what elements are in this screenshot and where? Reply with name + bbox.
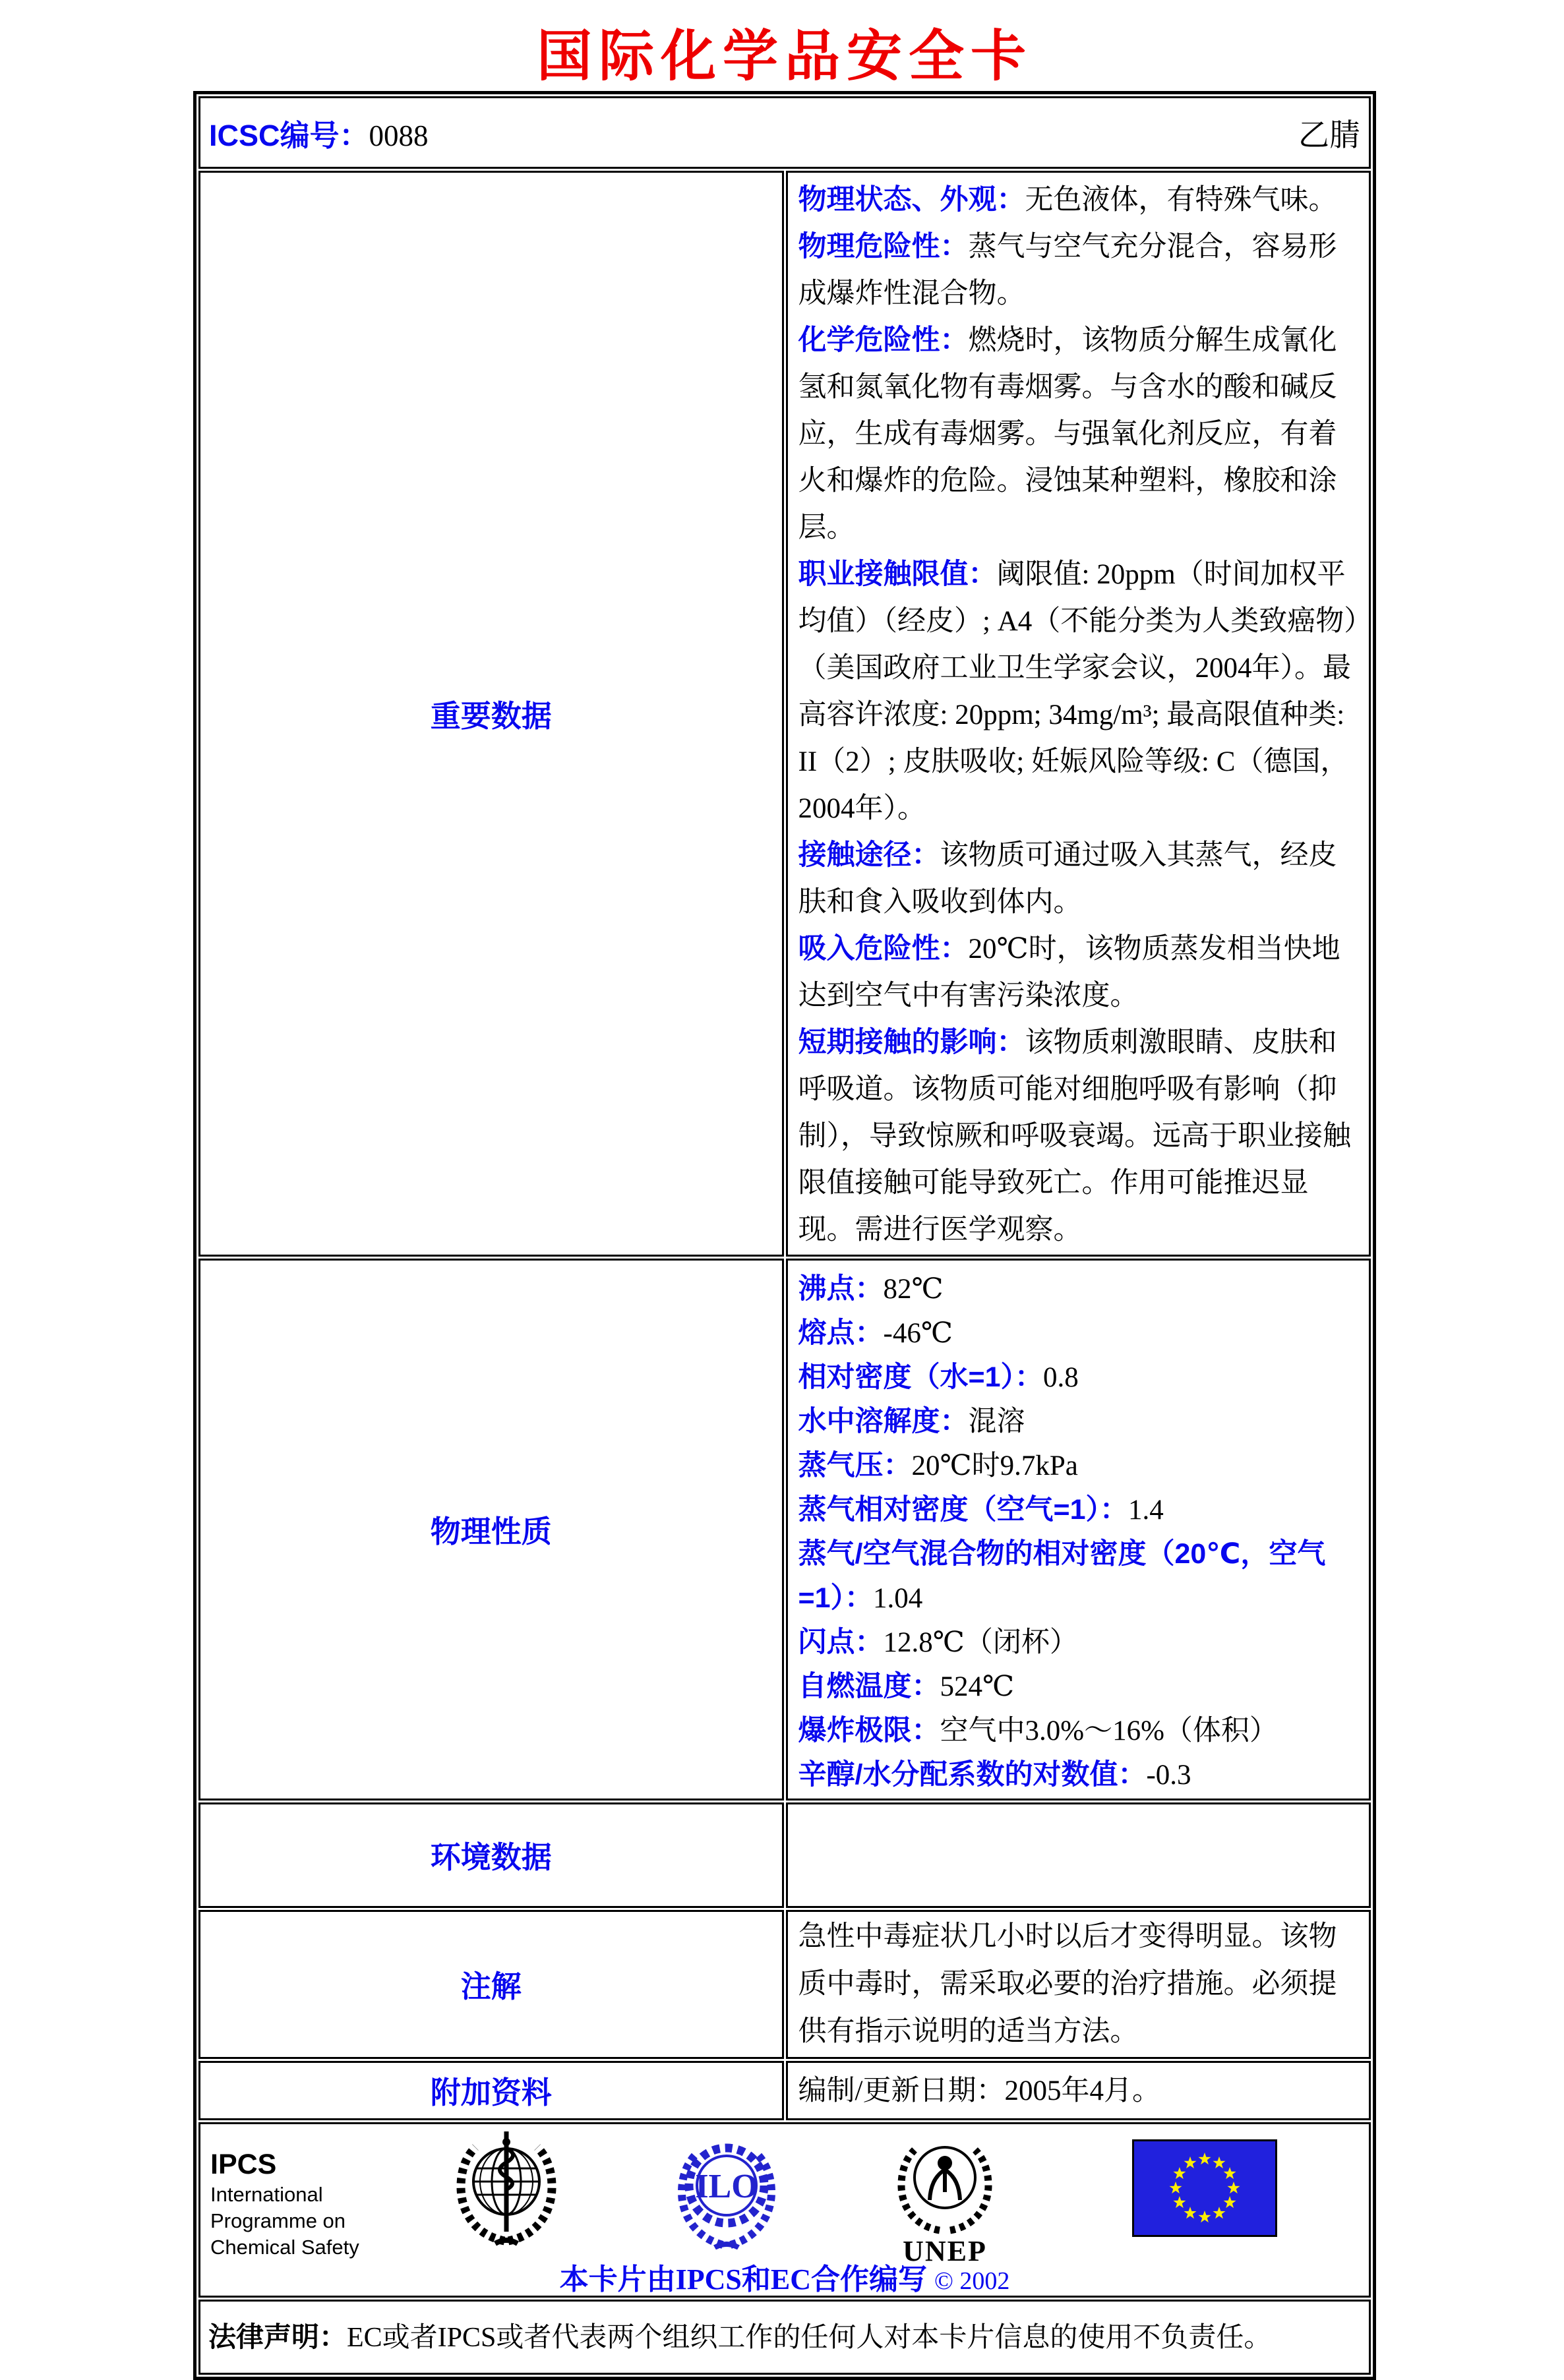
page-title: 国际化学品安全卡	[536, 26, 1033, 88]
field-label: 物理状态、外观：	[798, 184, 1025, 216]
field-label: 蒸气/空气混合物的相对密度（20℃，空气=1）：	[798, 1538, 1326, 1614]
field-text: 1.4	[1128, 1495, 1164, 1526]
ipcs-line-3: Chemical Safety	[210, 2236, 359, 2259]
important-data-paragraph	[798, 223, 1359, 317]
field-text: -46℃	[883, 1318, 953, 1349]
field-text: 蒸气与空气充分混合，容易形成爆炸性混合物。	[798, 231, 1337, 309]
field-text: 20℃时9.7kPa	[911, 1450, 1078, 1481]
section-label-additional-info: 附加资料	[198, 2061, 784, 2120]
important-data-paragraph	[798, 1019, 1359, 1253]
field-text: 12.8℃（闭杯）	[883, 1627, 1078, 1658]
field-text: 燃烧时，该物质分解生成氰化氢和氮氧化物有毒烟雾。与含水的酸和碱反应，生成有毒烟雾。与强氧化剂反应，有着火和爆炸的危险。浸蚀某种塑料，橡胶和涂层。	[798, 325, 1337, 543]
logos-row	[201, 2125, 1368, 2295]
ipcs-line-2: Programme on	[210, 2209, 346, 2232]
additional-info-content: 编制/更新日期：2005年4月。	[786, 2061, 1371, 2120]
field-label: 爆炸极限：	[798, 1715, 940, 1746]
field-label: 闪点：	[798, 1626, 884, 1658]
field-text: 空气中3.0%～16%（体积）	[940, 1715, 1278, 1746]
important-data-paragraph	[798, 926, 1359, 1019]
field-text: 0.8	[1043, 1362, 1079, 1393]
physical-property-line	[798, 1311, 1359, 1355]
icsc-number-group	[209, 111, 429, 154]
ipcs-text-block	[210, 2147, 359, 2261]
important-data-paragraph	[798, 317, 1359, 551]
ilo-logo-icon	[667, 2127, 786, 2253]
field-text: 混溶	[968, 1406, 1025, 1437]
field-text: 20℃时，该物质蒸发相当快地达到空气中有害污染浓度。	[798, 934, 1340, 1011]
legal-notice-text: EC或者IPCS或者代表两个组织工作的任何人对本卡片信息的使用不负责任。	[347, 2322, 1272, 2353]
unep-letters: UNEP	[903, 2235, 987, 2266]
icsc-number-value: 0088	[369, 119, 429, 152]
field-label: 相对密度（水=1）：	[798, 1361, 1044, 1393]
field-label: 物理危险性：	[798, 231, 969, 262]
field-text: 阈限值: 20ppm（时间加权平均值）（经皮）; A4（不能分类为人类致癌物）（美国政府工业卫生学家会议，2004年）。最高容许浓度: 20ppm; 34mg/m³; 最高限值种类: II（2）; 皮肤吸收; 妊娠风险等级: C（德国，2004年）。	[798, 559, 1358, 824]
field-label: 吸入危险性：	[798, 933, 969, 965]
physical-property-line	[798, 1267, 1359, 1311]
field-label: 沸点：	[798, 1273, 884, 1305]
credit-text: 本卡片由IPCS和EC合作编写	[559, 2263, 927, 2296]
field-text: 该物质可通过吸入其蒸气，经皮肤和食入吸收到体内。	[798, 840, 1337, 918]
physical-property-line	[798, 1621, 1359, 1665]
important-data-paragraph	[798, 832, 1359, 926]
who-logo-icon	[444, 2127, 569, 2253]
safety-card-table	[193, 91, 1376, 2380]
field-text: 1.04	[873, 1583, 923, 1614]
field-text: 524℃	[940, 1671, 1015, 1702]
physical-property-line	[798, 1532, 1359, 1621]
section-label-physical-properties: 物理性质	[198, 1259, 784, 1800]
physical-property-line	[798, 1355, 1359, 1400]
field-label: 自燃温度：	[798, 1671, 940, 1702]
field-label: 化学危险性：	[798, 324, 969, 356]
environmental-data-content	[786, 1802, 1371, 1908]
ipcs-acronym: IPCS	[210, 2149, 277, 2180]
section-label-environmental-data: 环境数据	[198, 1802, 784, 1908]
field-label: 接触途径：	[798, 839, 940, 871]
physical-property-line	[798, 1400, 1359, 1444]
copyright-text: © 2002	[934, 2267, 1010, 2295]
important-data-content	[786, 171, 1371, 1257]
unep-logo-icon	[879, 2126, 1011, 2269]
credit-line	[201, 2255, 1368, 2298]
chemical-name: 乙腈	[1298, 118, 1360, 153]
section-label-notes: 注解	[198, 1910, 784, 2059]
ilo-letters: ILO	[695, 2168, 758, 2205]
field-label: 蒸气相对密度（空气=1）：	[798, 1494, 1129, 1526]
field-text: 82℃	[883, 1274, 944, 1305]
field-label: 职业接触限值：	[798, 558, 997, 590]
physical-property-line	[798, 1488, 1359, 1532]
field-label: 短期接触的影响：	[798, 1026, 1025, 1058]
field-text: -0.3	[1146, 1760, 1191, 1791]
eu-flag-icon	[1132, 2139, 1277, 2240]
physical-property-line	[798, 1753, 1359, 1797]
physical-property-line	[798, 1444, 1359, 1488]
important-data-paragraph	[798, 177, 1359, 223]
ipcs-line-1: International	[210, 2183, 323, 2206]
icsc-number-label: ICSC编号：	[209, 118, 369, 152]
notes-content: 急性中毒症状几小时以后才变得明显。该物质中毒时，需采取必要的治疗措施。必须提供有指示说明的适当方法。	[786, 1910, 1371, 2059]
legal-notice-label: 法律声明：	[208, 2321, 347, 2352]
field-label: 辛醇/水分配系数的对数值：	[798, 1759, 1147, 1791]
physical-properties-content	[786, 1259, 1371, 1800]
field-label: 蒸气压：	[798, 1450, 912, 1481]
section-label-important-data: 重要数据	[198, 171, 784, 1257]
field-label: 水中溶解度：	[798, 1406, 969, 1437]
field-text: 无色液体，有特殊气味。	[1025, 185, 1337, 216]
physical-property-line	[798, 1665, 1359, 1709]
important-data-paragraph	[798, 551, 1359, 832]
card-header-row	[201, 111, 1368, 155]
field-text: 该物质刺激眼睛、皮肤和呼吸道。该物质可能对细胞呼吸有影响（抑制），导致惊厥和呼吸衰竭。远高于职业接触限值接触可能导致死亡。作用可能推迟显现。需进行医学观察。	[798, 1027, 1351, 1245]
field-label: 熔点：	[798, 1317, 884, 1349]
physical-property-line	[798, 1709, 1359, 1753]
